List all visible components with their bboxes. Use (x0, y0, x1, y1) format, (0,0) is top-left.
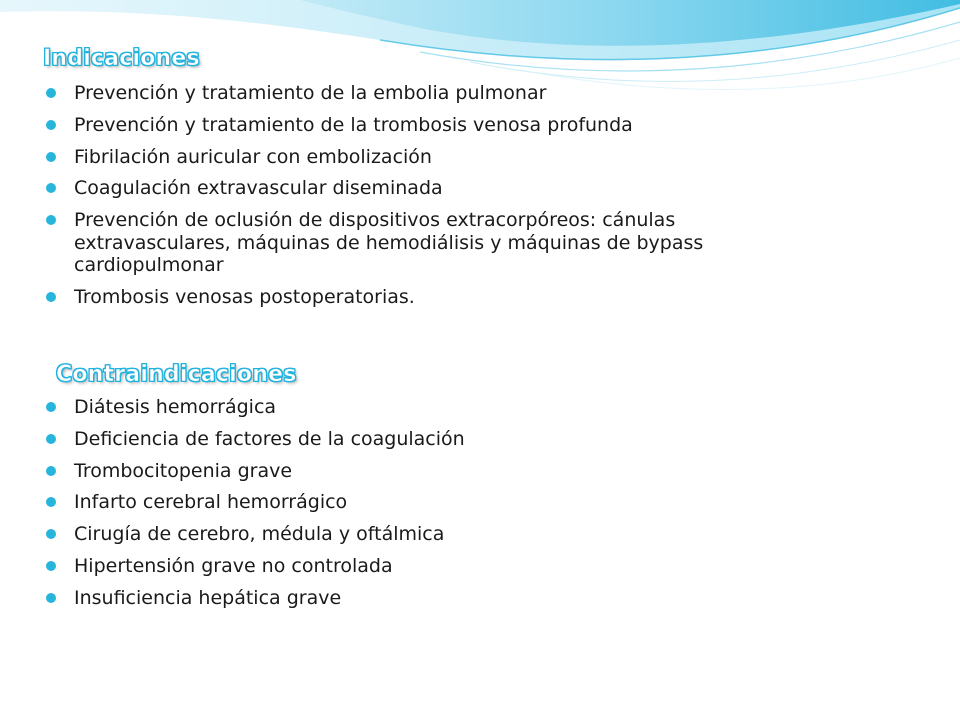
list-item (44, 428, 824, 451)
list-item (44, 523, 824, 546)
list-item-text: Prevención y tratamiento de la trombosis venosa profunda (74, 113, 633, 136)
list-item (44, 114, 824, 137)
bullet-icon (46, 292, 56, 302)
list-item-text: Prevención y tratamiento de la embolia pulmonar (74, 82, 547, 104)
list-item-text: Hipertensión grave no controlada (74, 554, 393, 577)
bullet-icon (46, 434, 56, 444)
bullet-icon (46, 561, 56, 571)
list-item-text: Cirugía de cerebro, médula y oftálmica (74, 523, 445, 546)
list-item-text: Trombosis venosas postoperatorias. (74, 285, 415, 308)
list-item (44, 177, 824, 200)
bullet-icon (46, 497, 56, 507)
list-item (44, 587, 824, 610)
list-item (44, 82, 824, 105)
list-item-text: Insuficiencia hepática grave (74, 586, 342, 609)
list-item (44, 396, 824, 419)
indicaciones-list (44, 82, 824, 318)
bullet-icon (46, 183, 56, 193)
bullet-icon (46, 120, 56, 130)
list-item (44, 286, 824, 309)
bullet-icon (46, 593, 56, 603)
bullet-icon (46, 88, 56, 98)
section-heading-indicaciones: Indicaciones (43, 46, 200, 71)
list-item-text: Trombocitopenia grave (74, 459, 293, 482)
list-item (44, 555, 824, 578)
list-item (44, 146, 824, 169)
section-heading-contraindicaciones: Contraindicaciones (56, 362, 297, 387)
bullet-icon (46, 215, 56, 225)
bullet-icon (46, 529, 56, 539)
bullet-icon (46, 152, 56, 162)
list-item (44, 209, 824, 277)
contraindicaciones-list (44, 396, 824, 619)
list-item (44, 491, 824, 514)
list-item-text: Prevención de oclusión de dispositivos extracorpóreos: cánulas extravasculares, máquinas de hemodiálisis y máquinas de bypass cardiopulmonar (74, 209, 704, 277)
bullet-icon (46, 466, 56, 476)
list-item-text: Fibrilación auricular con embolización (74, 145, 432, 168)
list-item-text: Infarto cerebral hemorrágico (74, 491, 348, 514)
bullet-icon (46, 402, 56, 412)
list-item-text: Coagulación extravascular diseminada (74, 177, 443, 200)
list-item-text: Diátesis hemorrágica (74, 396, 277, 418)
list-item (44, 460, 824, 483)
list-item-text: Deficiencia de factores de la coagulación (74, 427, 465, 450)
